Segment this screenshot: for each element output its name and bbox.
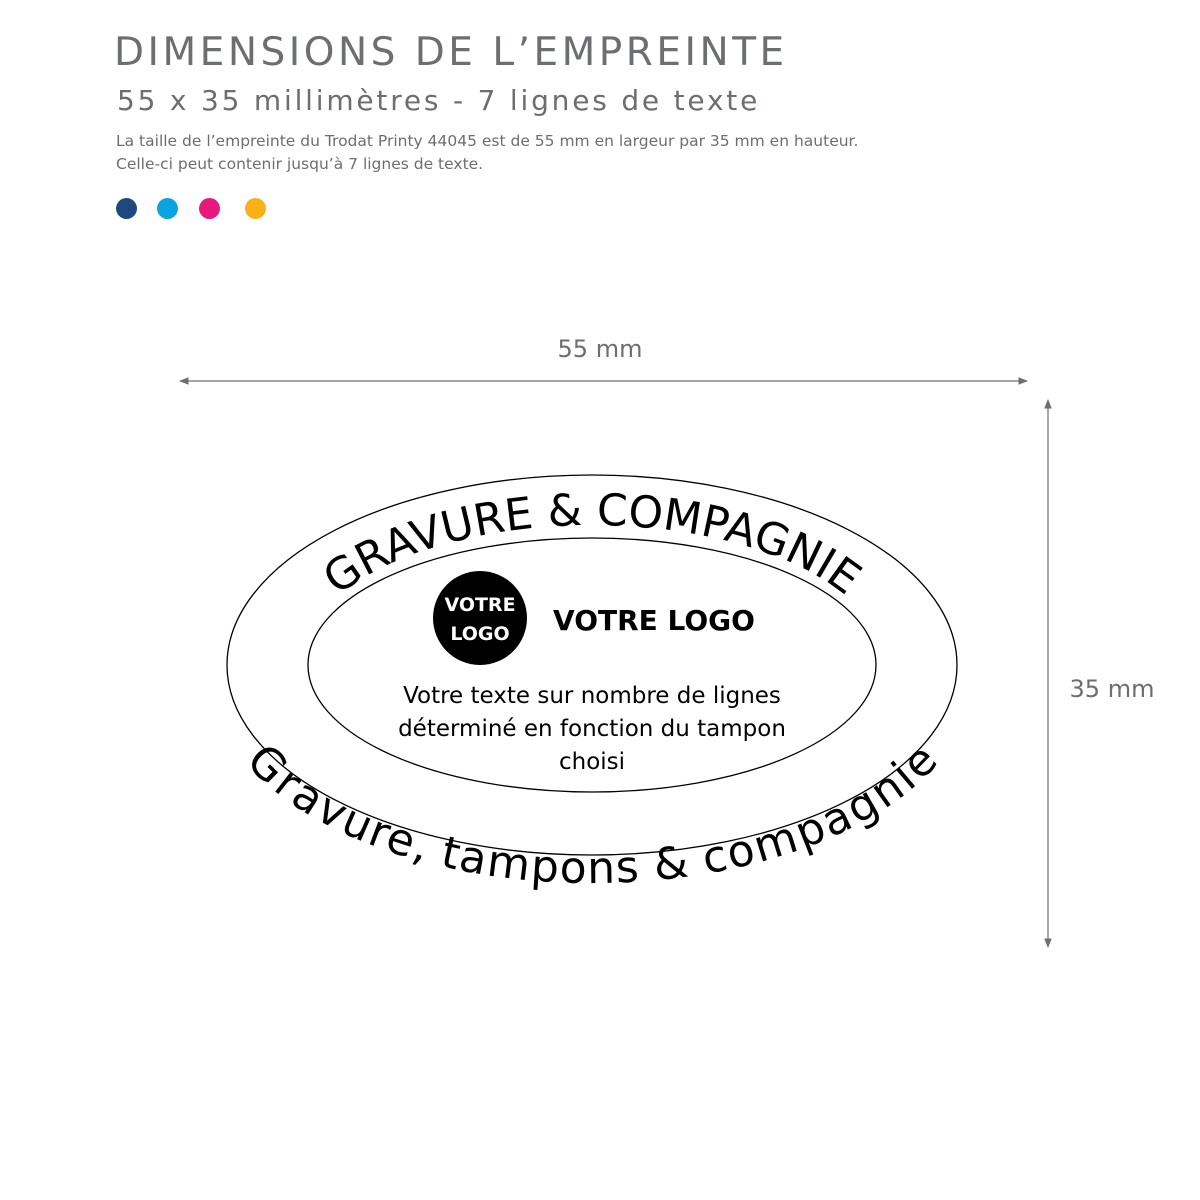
page-subtitle: 55 x 35 millimètres - 7 lignes de texte [117, 84, 761, 117]
stamp-bottom-arc-text: Gravure, tampons & compagnie [236, 734, 948, 895]
height-dimension-label: 35 mm [1069, 675, 1155, 703]
logo-placeholder-circle [433, 571, 527, 665]
description-line-1: La taille de l’empreinte du Trodat Printy 44045 est de 55 mm en largeur par 35 mm en hauteur. [116, 132, 859, 150]
width-dimension-label: 55 mm [557, 335, 643, 363]
description-line-2: Celle-ci peut contenir jusqu’à 7 lignes de texte. [116, 155, 484, 173]
logo-circle-line-1: VOTRE [444, 594, 516, 616]
stamp-text-line-2: déterminé en fonction du tampon [398, 716, 786, 742]
stamp-text-line-3: choisi [558, 749, 626, 775]
page-title: DIMENSIONS DE L’EMPREINTE [114, 30, 788, 75]
logo-circle-line-2: LOGO [450, 623, 510, 645]
stamp-text-line-1: Votre texte sur nombre de lignes [403, 683, 781, 709]
logo-placeholder-text: VOTRE LOGO [553, 604, 755, 637]
stamp-top-arc-text: GRAVURE & COMPAGNIE [314, 484, 871, 605]
